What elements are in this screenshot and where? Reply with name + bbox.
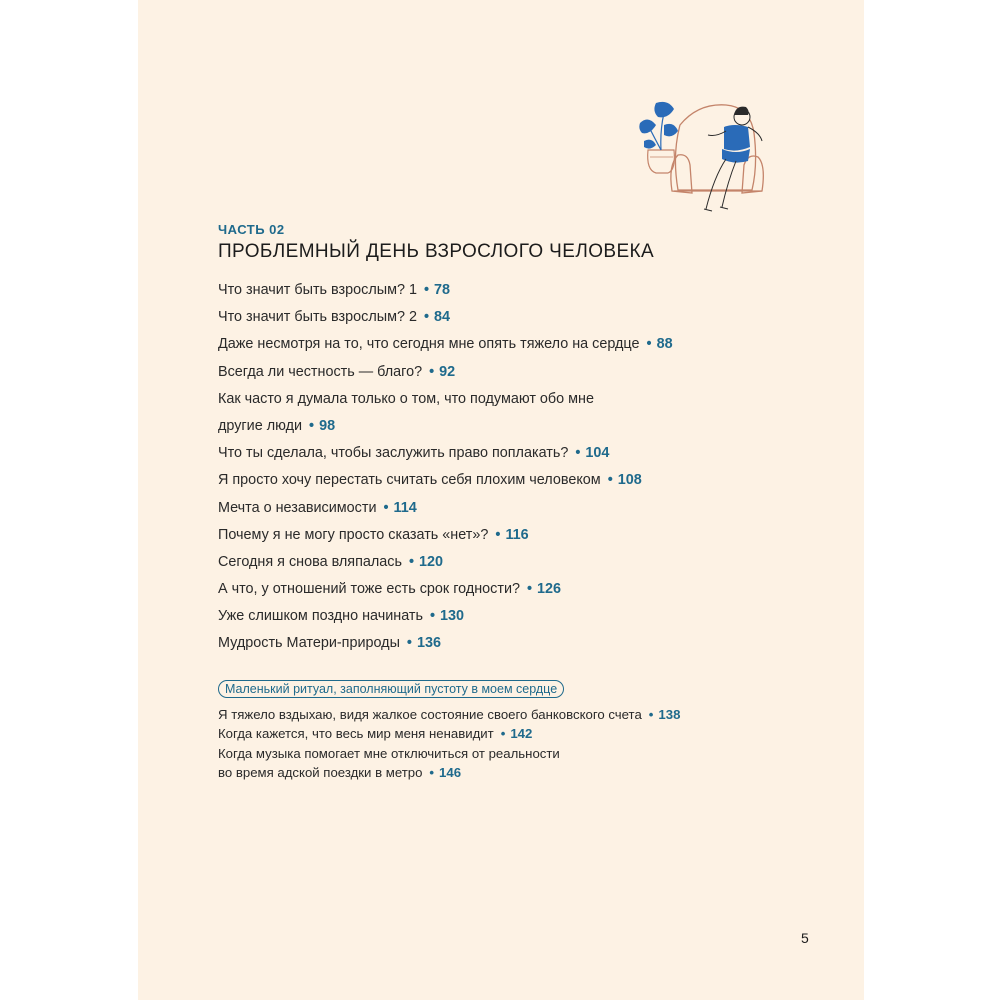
toc-entry-title: Мечта о независимости — [218, 499, 377, 516]
toc-entry[interactable] — [218, 304, 673, 331]
ritual-entry[interactable] — [218, 744, 680, 763]
ritual-entry-title: Когда кажется, что весь мир меня ненавидит — [218, 726, 494, 742]
bullet-icon: • — [527, 581, 533, 598]
bullet-icon: • — [429, 363, 435, 380]
toc-entry[interactable] — [218, 277, 673, 304]
toc-entry-title: Что значит быть взрослым? 2 — [218, 309, 417, 326]
toc-entry-title: Я просто хочу перестать считать себя плохим человеком — [218, 472, 601, 489]
ritual-entry-page: 138 — [658, 707, 681, 722]
toc-entry-title: Уже слишком поздно начинать — [218, 608, 423, 625]
toc-entry-title: Мудрость Матери-природы — [218, 635, 400, 652]
toc-entry-page: 114 — [393, 499, 417, 516]
bullet-icon: • — [646, 336, 652, 353]
toc-entry-page: 136 — [416, 635, 441, 652]
ritual-section-label: Маленький ритуал, заполняющий пустоту в моем сердце — [218, 680, 564, 698]
bullet-icon: • — [429, 765, 435, 781]
bullet-icon: • — [309, 417, 315, 434]
toc-entry[interactable] — [218, 359, 673, 386]
toc-entry[interactable] — [218, 386, 673, 413]
ritual-entry[interactable] — [218, 763, 680, 782]
toc-entry[interactable] — [218, 603, 673, 630]
part-label: ЧАСТЬ 02 — [218, 222, 285, 237]
ritual-entry-title: Я тяжело вздыхаю, видя жалкое состояние своего банковского счета — [218, 707, 642, 722]
toc-entry-page: 104 — [585, 445, 610, 462]
toc-entry-page: 92 — [439, 363, 456, 380]
toc-entry-title: Сегодня я снова вляпалась — [218, 553, 402, 570]
toc-entry-page: 108 — [617, 472, 642, 489]
bullet-icon: • — [429, 608, 436, 625]
ritual-entry-title: во время адской поездки в метро — [218, 765, 423, 781]
ritual-entry-page: 146 — [439, 765, 462, 781]
toc-entry-title: другие люди — [218, 417, 303, 434]
toc-entry-page: 88 — [656, 336, 673, 353]
toc-entry[interactable] — [218, 413, 673, 440]
ritual-list — [218, 705, 680, 783]
toc-entry-page: 126 — [537, 581, 562, 598]
toc-entry-title: Даже несмотря на то, что сегодня мне опять тяжело на сердце — [218, 336, 640, 353]
toc-entry-page: 130 — [440, 608, 465, 625]
toc-entry-page: 84 — [434, 309, 451, 326]
bullet-icon: • — [406, 635, 412, 652]
toc-entry[interactable] — [218, 495, 673, 522]
toc-entry-page: 98 — [319, 417, 336, 434]
toc-entry[interactable] — [218, 467, 673, 494]
toc-entry-page: 78 — [434, 282, 451, 298]
toc-entry[interactable] — [218, 440, 673, 467]
toc-entry[interactable] — [218, 522, 673, 549]
toc-entry-page: 120 — [419, 553, 444, 570]
part-title: ПРОБЛЕМНЫЙ ДЕНЬ ВЗРОСЛОГО ЧЕЛОВЕКА — [218, 241, 655, 262]
toc-entry-page: 116 — [505, 526, 529, 543]
bullet-icon: • — [500, 726, 506, 742]
bullet-icon: • — [575, 445, 581, 462]
bullet-icon: • — [495, 526, 501, 543]
ritual-entry[interactable] — [218, 724, 680, 743]
ritual-entry[interactable] — [218, 705, 680, 724]
bullet-icon: • — [423, 309, 430, 326]
toc-entry-title: Всегда ли честность — благо? — [218, 363, 423, 380]
book-page — [138, 0, 864, 1000]
toc-entry[interactable] — [218, 331, 673, 358]
bullet-icon: • — [383, 499, 389, 516]
toc-entry-title: Что значит быть взрослым? 1 — [218, 282, 417, 298]
bullet-icon: • — [607, 472, 613, 489]
toc-entry[interactable] — [218, 576, 673, 603]
bullet-icon: • — [408, 553, 415, 570]
toc-entry-title: А что, у отношений тоже есть срок годности? — [218, 581, 520, 598]
bullet-icon: • — [423, 282, 430, 298]
ritual-entry-page: 142 — [510, 726, 533, 742]
woman-in-armchair-with-plant-illustration — [638, 95, 778, 213]
table-of-contents — [218, 277, 673, 658]
toc-entry-title: Что ты сделала, чтобы заслужить право поплакать? — [218, 445, 569, 462]
toc-entry-title: Как часто я думала только о том, что подумают обо мне — [218, 390, 595, 407]
toc-entry-title: Почему я не могу просто сказать «нет»? — [218, 526, 489, 543]
ritual-entry-title: Когда музыка помогает мне отключиться от реальности — [218, 745, 560, 761]
toc-entry[interactable] — [218, 630, 673, 657]
bullet-icon: • — [648, 707, 654, 722]
toc-entry[interactable] — [218, 549, 673, 576]
page-number: 5 — [801, 930, 809, 946]
